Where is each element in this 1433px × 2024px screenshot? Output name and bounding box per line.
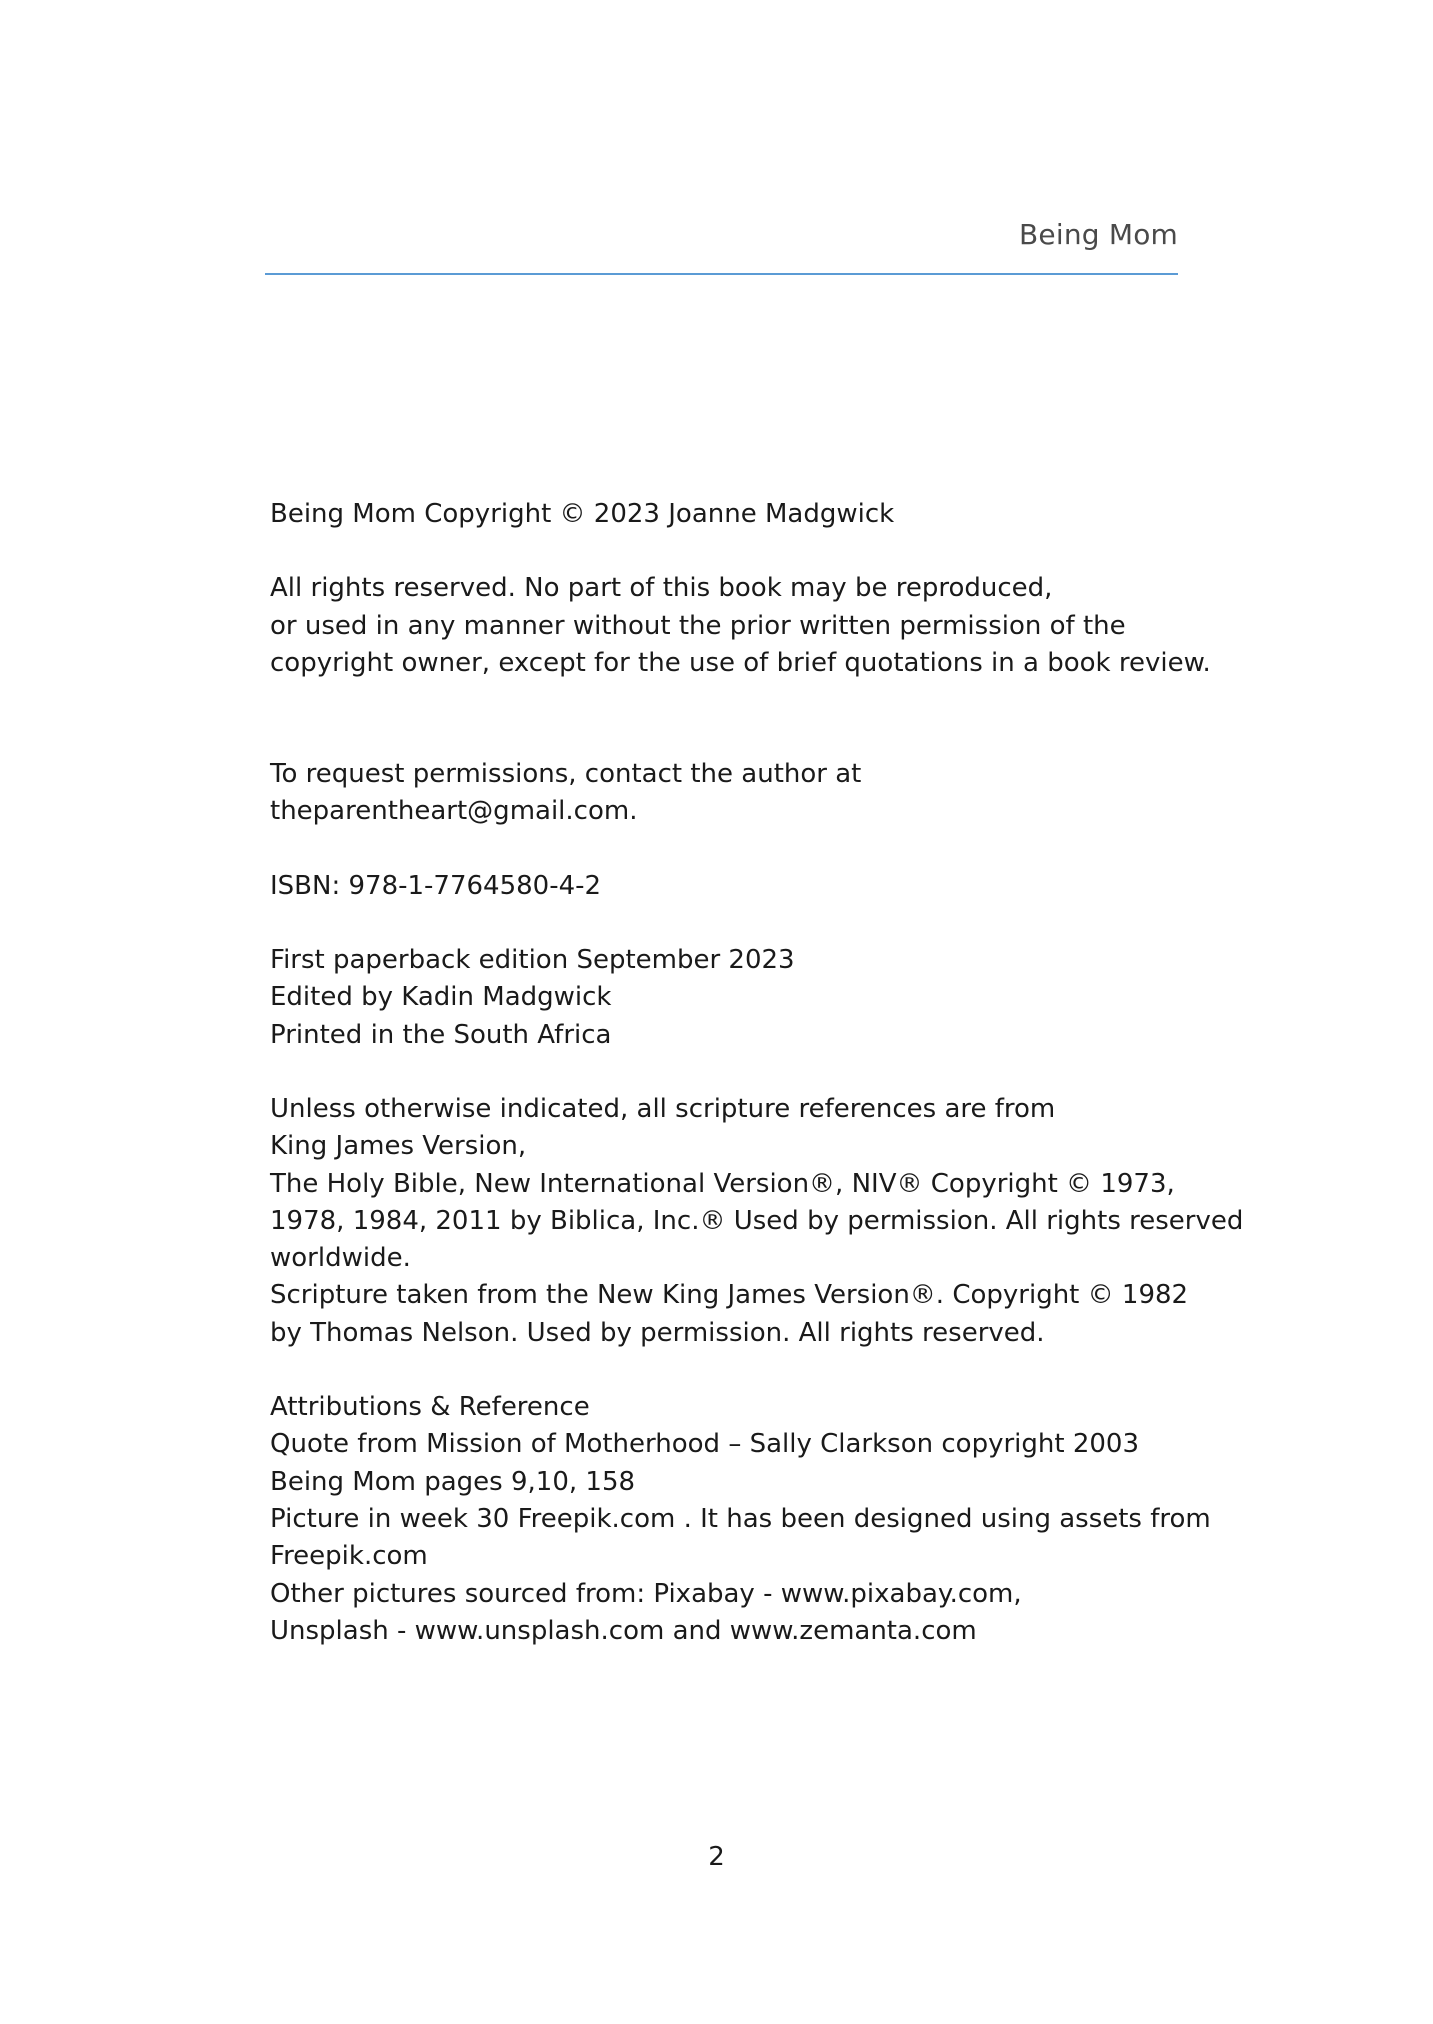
copyright-line: Being Mom Copyright © 2023 Joanne Madgwick	[270, 499, 895, 529]
rights-line: or used in any manner without the prior written permission of the	[270, 610, 1126, 641]
scripture-line: King James Version,	[270, 1131, 527, 1162]
spacer	[270, 831, 1190, 868]
scripture-line: Scripture taken from the New King James Version®. Copyright © 1982	[270, 1280, 1189, 1311]
isbn-line: ISBN: 978-1-7764580-4-2	[270, 870, 602, 901]
scripture-line: Unless otherwise indicated, all scripture references are from	[270, 1093, 1056, 1124]
scripture-line: worldwide.	[270, 1243, 411, 1274]
attributions-block	[270, 1389, 1211, 1650]
edition-line: First paperback edition September 2023	[270, 945, 795, 976]
rights-block	[270, 570, 1211, 682]
spacer	[270, 1054, 1190, 1091]
permissions-block	[270, 756, 1190, 831]
spacer	[270, 905, 1190, 942]
editor-line: Edited by Kadin Madgwick	[270, 982, 612, 1013]
spacer	[270, 1352, 1190, 1389]
copyright-content	[270, 496, 1244, 1650]
author-email: theparentheart@gmail.com.	[270, 796, 638, 827]
attribution-line: Other pictures sourced from: Pixabay - www.pixabay.com,	[270, 1578, 1022, 1609]
spacer	[270, 682, 1190, 756]
permissions-line: To request permissions, contact the author at	[270, 759, 862, 790]
scripture-block	[270, 1091, 1244, 1352]
rights-line: copyright owner, except for the use of brief quotations in a book review.	[270, 647, 1211, 678]
scripture-line: The Holy Bible, New International Version®, NIV® Copyright © 1973,	[270, 1168, 1175, 1199]
page-number: 2	[708, 1842, 725, 1872]
printed-line: Printed in the South Africa	[270, 1019, 612, 1050]
attribution-line: Quote from Mission of Motherhood – Sally Clarkson copyright 2003	[270, 1429, 1139, 1460]
attribution-line: Picture in week 30 Freepik.com . It has been designed using assets from	[270, 1503, 1211, 1534]
attribution-line: Being Mom pages 9,10, 158	[270, 1466, 636, 1497]
running-header-title: Being Mom	[1019, 218, 1178, 251]
scripture-line: by Thomas Nelson. Used by permission. All rights reserved.	[270, 1317, 1045, 1348]
edition-block	[270, 942, 1190, 1054]
rights-line: All rights reserved. No part of this book may be reproduced,	[270, 573, 1053, 604]
scripture-line: 1978, 1984, 2011 by Biblica, Inc.® Used by permission. All rights reserved	[270, 1205, 1244, 1236]
copyright-line-block	[270, 496, 1190, 533]
spacer	[270, 533, 1190, 570]
header-rule	[265, 273, 1178, 275]
attributions-heading: Attributions & Reference	[270, 1392, 590, 1423]
isbn-block	[270, 868, 1190, 905]
attribution-line: Unsplash - www.unsplash.com and www.zemanta.com	[270, 1615, 977, 1646]
attribution-line: Freepik.com	[270, 1541, 428, 1572]
